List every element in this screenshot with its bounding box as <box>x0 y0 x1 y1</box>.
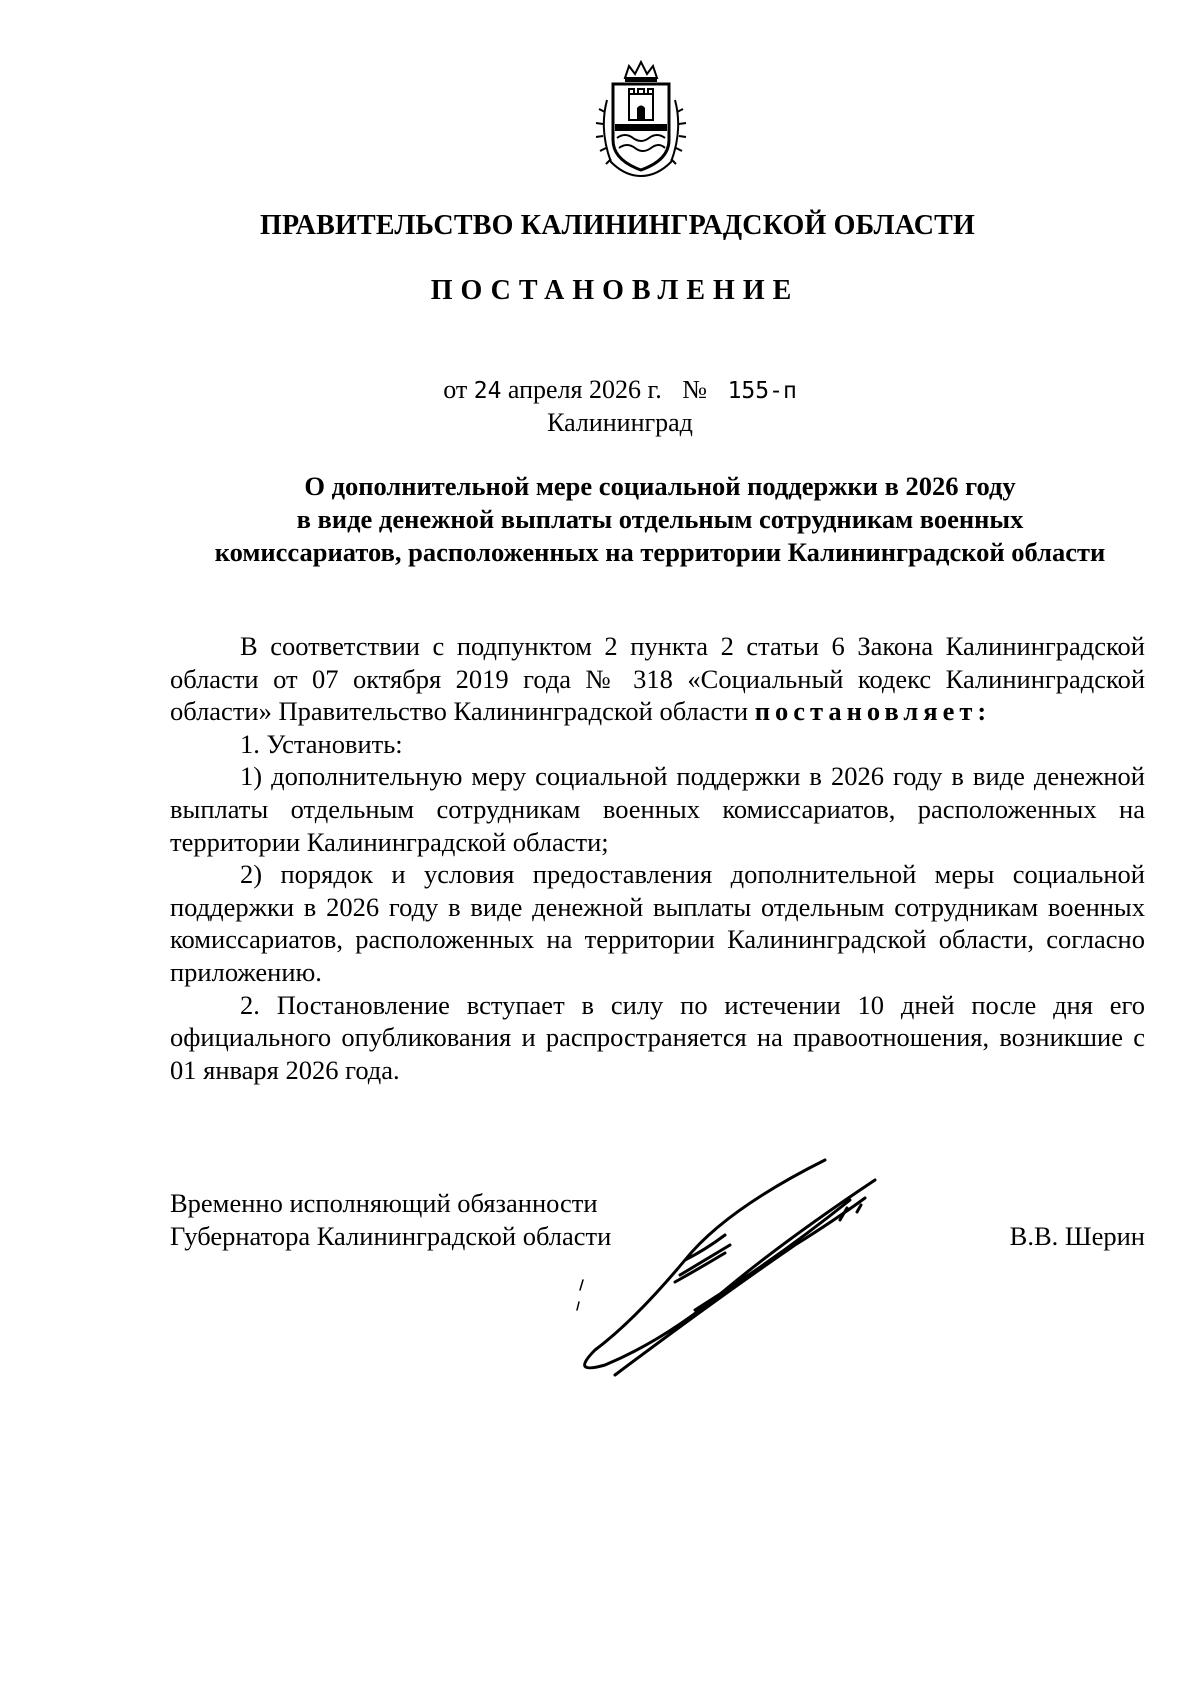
title-line-2: в виде денежной выплаты отдельным сотрудникам военных <box>296 504 1024 534</box>
document-type: ПОСТАНОВЛЕНИЕ <box>430 275 800 306</box>
signatory-name: В.В. Шерин <box>1009 1221 1145 1251</box>
preamble-text: В соответствии с подпунктом 2 пункта 2 статьи 6 Закона Калининградской области от 07 октября 2019 года № 318 «Социальный кодекс Калининградской области» Правительство Калининградской области <box>170 631 1145 727</box>
item-1: 1. Установить: <box>240 728 403 759</box>
position-line-2: Губернатора Калининградской области <box>170 1220 612 1251</box>
date-month: апреля <box>507 375 583 404</box>
document-number: 155-п <box>727 378 797 404</box>
date-prefix: от <box>443 375 468 404</box>
title-line-3: комиссариатов, расположенных на территории Калининградской области <box>214 537 1106 567</box>
document-title <box>160 470 1160 569</box>
date-year: 2026 г. <box>589 375 662 404</box>
item-1-1: 1) дополнительную меру социальной поддержки в 2026 году в виде денежной выплаты отдельным сотрудникам военных комиссариатов, расположенных на территории Калининградской области; <box>170 761 1145 857</box>
handwritten-signature <box>575 1150 935 1400</box>
date-day: 24 <box>473 378 502 404</box>
preamble-paragraph <box>170 630 1145 728</box>
coat-of-arms-icon <box>585 60 697 180</box>
city: Калининград <box>547 408 693 437</box>
item-1-2: 2) порядок и условия предоставления дополнительной меры социальной поддержки в 2026 году в виде денежной выплаты отдельным сотрудникам военных комиссариатов, расположенных на территории Калининградской области, согласно приложению. <box>170 859 1145 987</box>
title-line-1: О дополнительной мере социальной поддержки в 2026 году <box>304 471 1016 501</box>
organization-name: ПРАВИТЕЛЬСТВО КАЛИНИНГРАДСКОЙ ОБЛАСТИ <box>259 210 976 241</box>
document-date-number <box>0 375 1200 405</box>
item-2: 2. Постановление вступает в силу по истечении 10 дней после дня его официального опубликования и распространяется на правоотношения, возникшие с 01 января 2026 года. <box>170 989 1145 1085</box>
resolves-word: постановляет: <box>754 696 992 727</box>
position-line-1: Временно исполняющий обязанности <box>170 1188 598 1218</box>
number-sign: № <box>682 375 708 404</box>
document-body <box>170 630 1145 1086</box>
signatory-position <box>170 1187 611 1252</box>
